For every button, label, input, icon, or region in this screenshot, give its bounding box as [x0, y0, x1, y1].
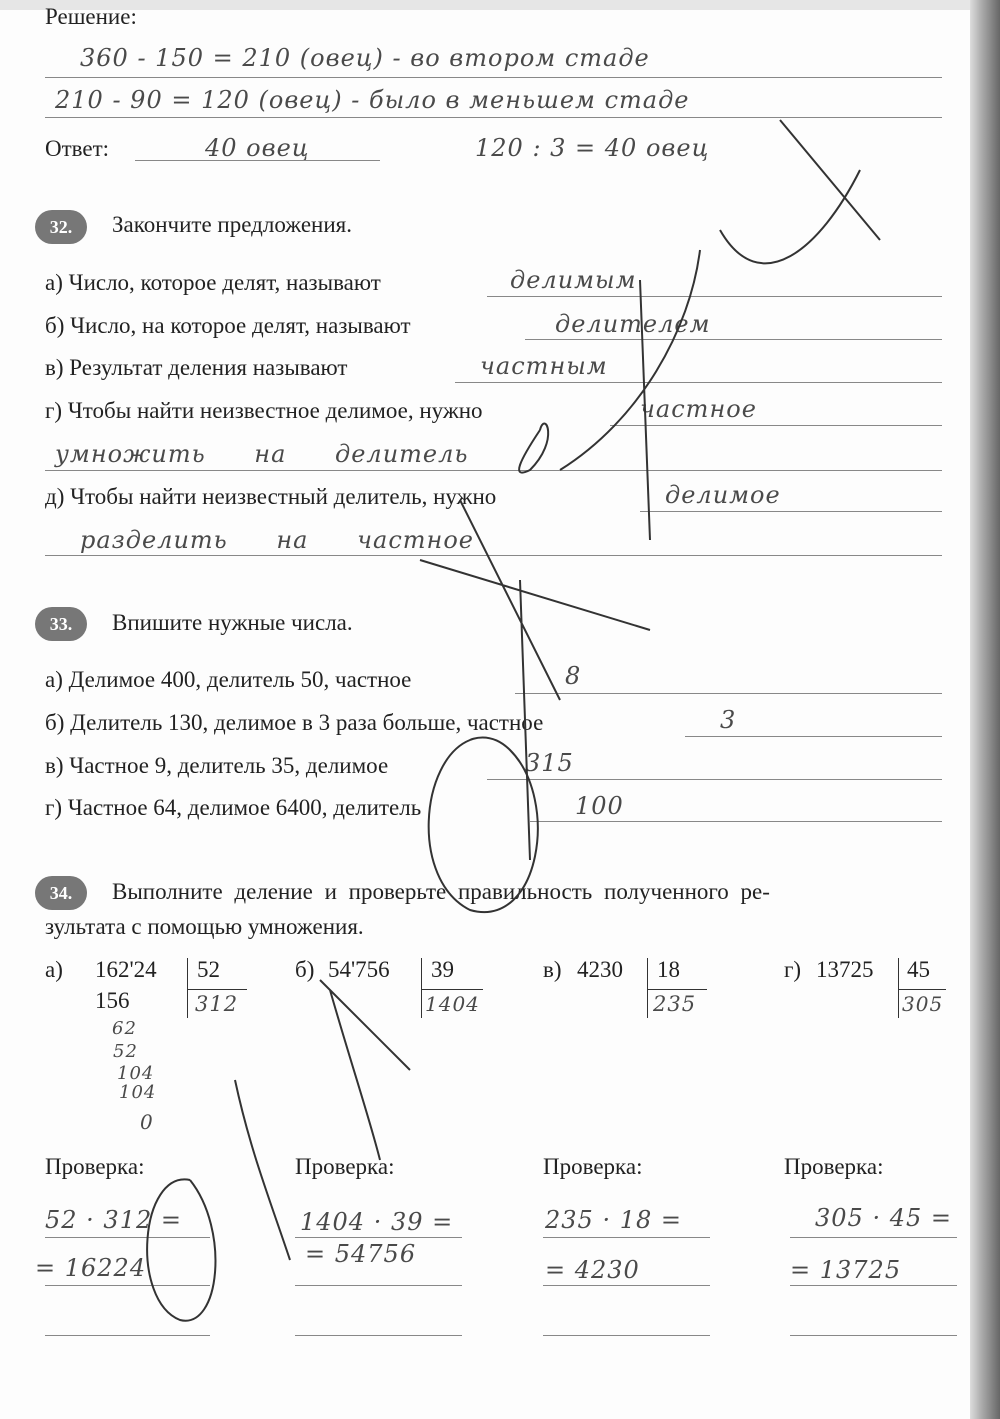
- problem-a-dividend: 162'24: [95, 957, 157, 982]
- problem-a-work: 0: [140, 1110, 154, 1134]
- check-v-line-2: = 4230: [545, 1256, 640, 1284]
- exercise-34-title-2: зультата с помощью умножения.: [45, 914, 364, 939]
- ex33-answer-g: 100: [575, 792, 624, 820]
- problem-v-divisor: 18: [657, 957, 680, 982]
- check-a-line-1: 52 · 312 =: [45, 1206, 182, 1234]
- problem-a-work: 104: [117, 1063, 155, 1084]
- problem-b-divisor: 39: [431, 957, 454, 982]
- scribble-stroke: [429, 738, 538, 913]
- ex32-answer-g-cont: умножить на делитель: [55, 440, 469, 468]
- problem-a-quotient: 312: [195, 992, 239, 1016]
- check-v-line-1: 235 · 18 =: [545, 1206, 682, 1234]
- ex32-item-g: г) Чтобы найти неизвестное делимое, нужно: [45, 398, 483, 423]
- ex33-item-b: б) Делитель 130, делимое в 3 раза больше, частное: [45, 710, 544, 735]
- scribble-stroke: [519, 424, 548, 473]
- scribble-stroke: [420, 500, 650, 860]
- solution-line-2: 210 - 90 = 120 (овец) - было в меньшем стаде: [55, 86, 690, 114]
- check-b-line-2: = 54756: [305, 1240, 417, 1268]
- check-g-line-2: = 13725: [790, 1256, 902, 1284]
- check-label-v: Проверка:: [543, 1154, 643, 1179]
- solution-label: Решение:: [45, 4, 137, 29]
- check-label-b: Проверка:: [295, 1154, 395, 1179]
- exercise-number-32: 32.: [35, 210, 87, 244]
- side-calculation: 120 : 3 = 40 овец: [475, 134, 710, 162]
- exercise-34-title-1: Выполните деление и проверьте правильность полученного ре-: [112, 879, 770, 904]
- check-a-line-2: = 16224: [35, 1254, 147, 1282]
- answer-label: Ответ:: [45, 136, 110, 161]
- check-label-a: Проверка:: [45, 1154, 145, 1179]
- ex32-answer-v: частным: [480, 352, 608, 380]
- problem-g-dividend: 13725: [816, 957, 874, 982]
- scribble-stroke: [147, 1179, 215, 1320]
- scribble-stroke: [720, 120, 880, 263]
- ex32-answer-g: частное: [640, 395, 757, 423]
- problem-a-label: а): [45, 957, 63, 982]
- problem-v-label: в): [543, 957, 562, 982]
- check-label-g: Проверка:: [784, 1154, 884, 1179]
- ex33-answer-b: 3: [720, 706, 737, 734]
- problem-b-dividend: 54'756: [328, 957, 390, 982]
- exercise-number-34: 34.: [35, 876, 87, 910]
- problem-a-work: 52: [113, 1041, 138, 1062]
- ex32-answer-d: делимое: [665, 481, 781, 509]
- problem-v-quotient: 235: [653, 992, 697, 1016]
- exercise-number-33: 33.: [35, 607, 87, 641]
- answer-value: 40 овец: [205, 134, 310, 162]
- ex33-item-a: а) Делимое 400, делитель 50, частное: [45, 667, 412, 692]
- problem-b-label: б): [295, 957, 315, 982]
- scribble-stroke: [560, 250, 700, 540]
- check-b-line-1: 1404 · 39 =: [300, 1208, 454, 1236]
- ex32-item-a: а) Число, которое делят, называют: [45, 270, 381, 295]
- problem-g-quotient: 305: [902, 992, 944, 1016]
- ex32-answer-b: делителем: [555, 310, 711, 338]
- problem-a-work: 156: [95, 988, 130, 1013]
- exercise-33-title: Впишите нужные числа.: [112, 610, 353, 635]
- problem-a-work: 62: [112, 1018, 137, 1039]
- problem-a-divisor: 52: [197, 957, 220, 982]
- ex32-item-d: д) Чтобы найти неизвестный делитель, нужно: [45, 484, 497, 509]
- problem-a-work: 104: [119, 1082, 157, 1103]
- ex33-answer-a: 8: [565, 662, 582, 690]
- check-g-line-1: 305 · 45 =: [815, 1204, 952, 1232]
- problem-g-divisor: 45: [907, 957, 930, 982]
- problem-v-dividend: 4230: [577, 957, 623, 982]
- ex32-item-b: б) Число, на которое делят, называют: [45, 313, 411, 338]
- ex32-answer-a: делимым: [510, 266, 637, 294]
- ex33-answer-v: 315: [525, 749, 574, 777]
- scribble-stroke: [235, 980, 410, 1260]
- solution-line-1: 360 - 150 = 210 (овец) - во втором стаде: [80, 44, 650, 72]
- exercise-32-title: Закончите предложения.: [112, 212, 352, 237]
- ex33-item-g: г) Частное 64, делимое 6400, делитель: [45, 795, 422, 820]
- problem-b-quotient: 1404: [425, 992, 480, 1016]
- ex32-item-v: в) Результат деления называют: [45, 355, 348, 380]
- ex32-answer-d-cont: разделить на частное: [80, 526, 475, 554]
- problem-g-label: г): [784, 957, 802, 982]
- ex33-item-v: в) Частное 9, делитель 35, делимое: [45, 753, 389, 778]
